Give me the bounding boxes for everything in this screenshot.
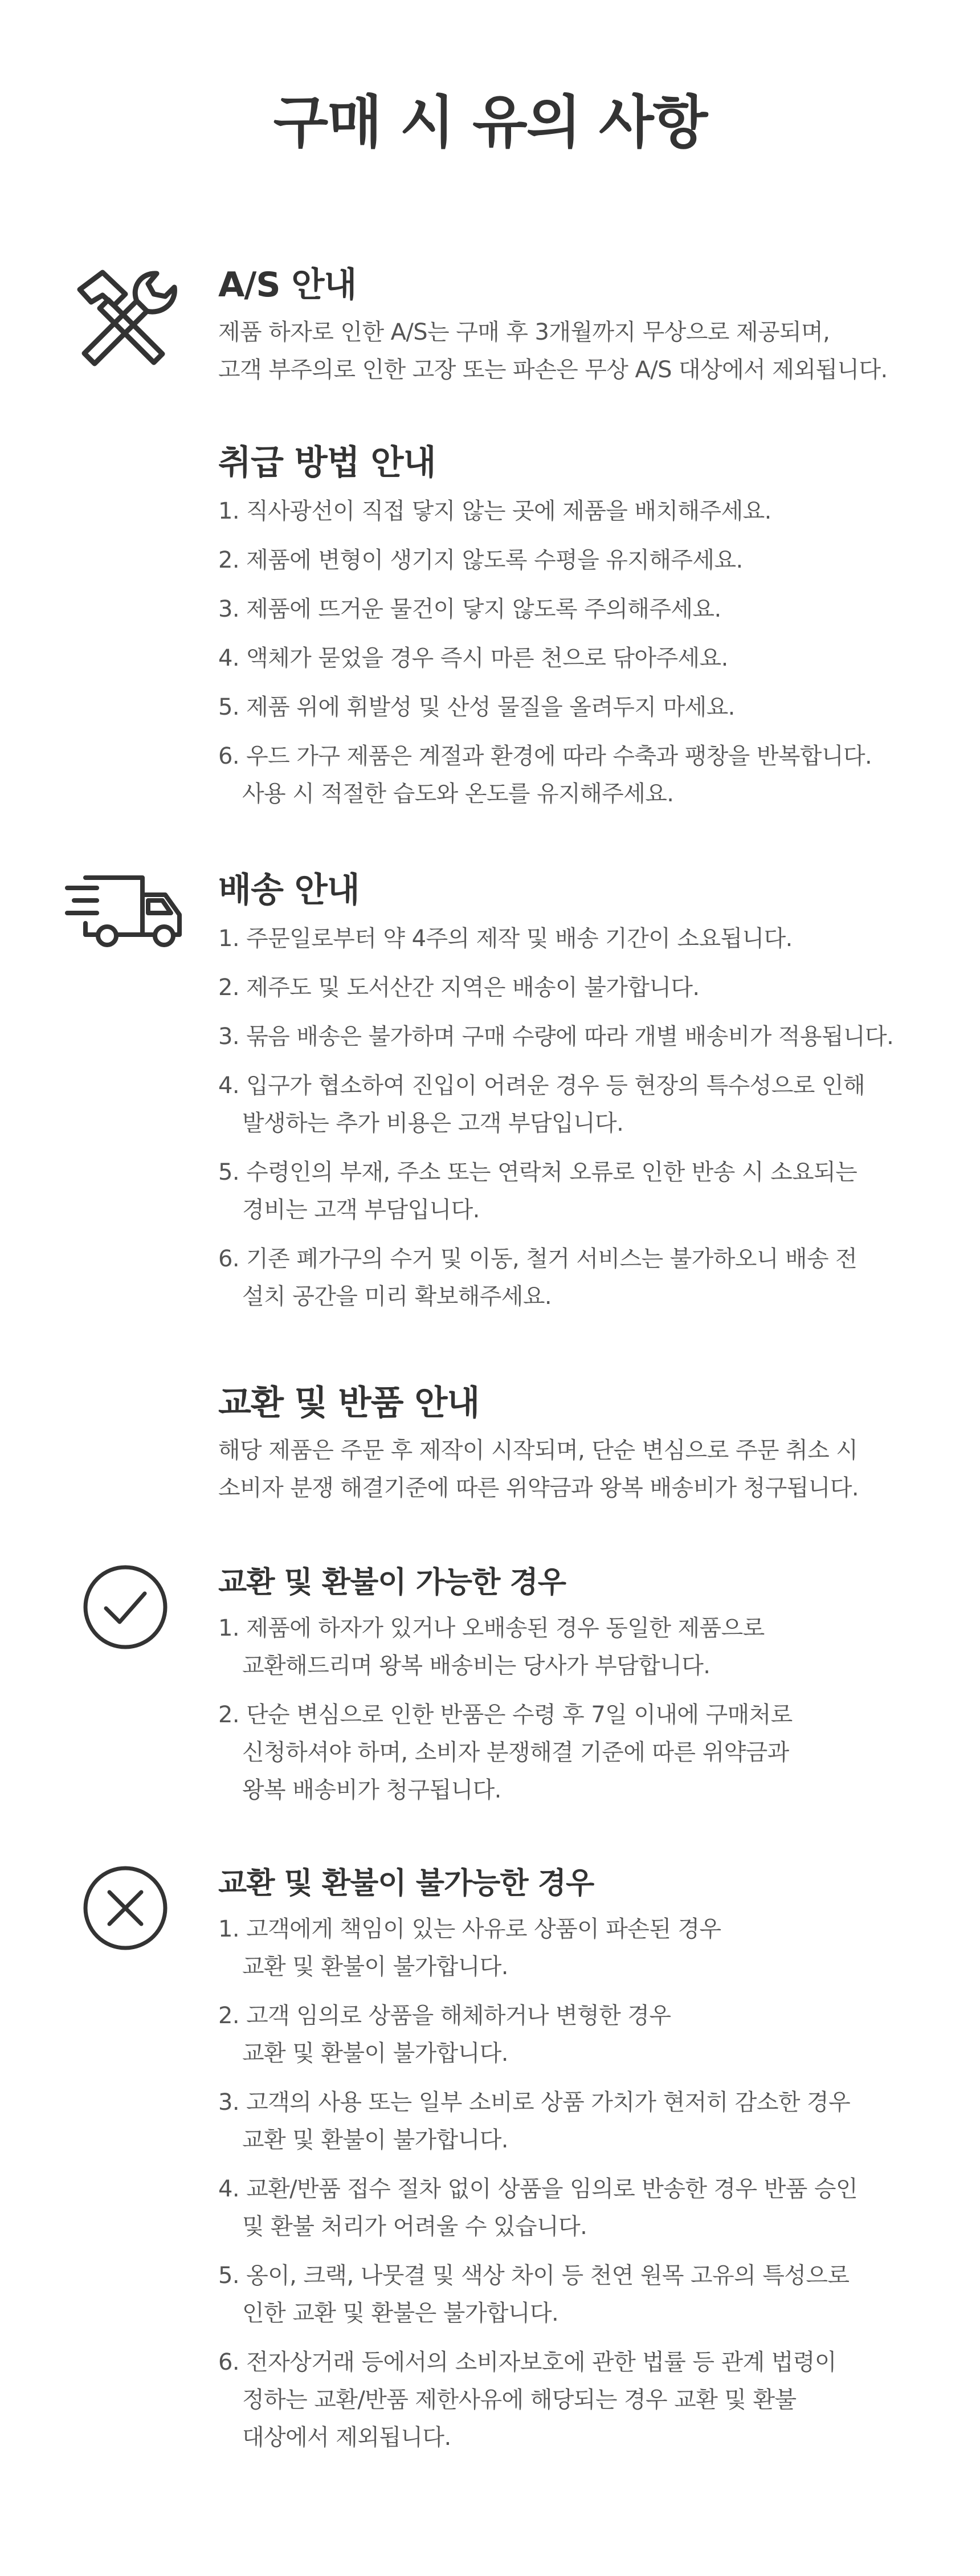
delivery-section [218, 866, 948, 1327]
list-item: 3. 고객의 사용 또는 일부 소비로 상품 가치가 현저히 감소한 경우 교환 및 환불이 불가합니다. [218, 2089, 851, 2153]
handling-list [218, 492, 948, 813]
page-title: 구매 시 유의 사항 [273, 89, 707, 156]
impossible-section [218, 1862, 948, 2468]
delivery-truck-icon [63, 872, 188, 952]
list-item: 5. 제품 위에 휘발성 및 산성 물질을 올려두지 마세요. [218, 694, 735, 720]
list-item: 6. 우드 가구 제품은 계절과 환경에 따라 수축과 팽창을 반복합니다. 사용 시 적절한 습도와 온도를 유지해주세요. [218, 743, 872, 807]
x-circle-icon [81, 1864, 170, 1953]
possible-heading: 교환 및 환불이 가능한 경우 [218, 1566, 566, 1600]
list-item: 6. 전자상거래 등에서의 소비자보호에 관한 법률 등 관계 법령이 정하는 교환/반품 제한사유에 해당되는 경우 교환 및 환불 대상에서 제외됩니다. [218, 2349, 836, 2451]
list-item: 5. 옹이, 크랙, 나뭇결 및 색상 차이 등 천연 원목 고유의 특성으로 인한 교환 및 환불은 불가합니다. [218, 2263, 850, 2326]
possible-section [218, 1562, 948, 1820]
as-heading: A/S 안내 [218, 265, 357, 305]
list-item: 4. 액체가 묻었을 경우 즉시 마른 천으로 닦아주세요. [218, 645, 728, 671]
list-item: 2. 제품에 변형이 생기지 않도록 수평을 유지해주세요. [218, 547, 743, 573]
delivery-list [218, 920, 948, 1315]
list-item: 2. 단순 변심으로 인한 반품은 수령 후 7일 이내에 구매처로 신청하셔야 하며, 소비자 분쟁해결 기준에 따른 위약금과 왕복 배송비가 청구됩니다. [218, 1702, 793, 1803]
possible-list [218, 1609, 948, 1809]
list-item: 1. 직사광선이 직접 닿지 않는 곳에 제품을 배치해주세요. [218, 498, 771, 524]
as-text: 제품 하자로 인한 A/S는 구매 후 3개월까지 무상으로 제공되며, 고객 부주의로 인한 고장 또는 파손은 무상 A/S 대상에서 제외됩니다. [218, 319, 888, 383]
tools-icon [68, 267, 182, 369]
list-item: 5. 수령인의 부재, 주소 또는 연락처 오류로 인한 반송 시 소요되는 경비는 고객 부담입니다. [218, 1159, 858, 1223]
list-item: 4. 교환/반품 접수 절차 없이 상품을 임의로 반송한 경우 반품 승인 및 환불 처리가 어려울 수 있습니다. [218, 2176, 858, 2240]
as-section [218, 261, 948, 389]
delivery-heading: 배송 안내 [218, 870, 360, 910]
list-item: 1. 고객에게 책임이 있는 사유로 상품이 파손된 경우 교환 및 환불이 불가합니다. [218, 1916, 721, 1980]
impossible-list [218, 1910, 948, 2456]
list-item: 3. 제품에 뜨거운 물건이 닿지 않도록 주의해주세요. [218, 596, 721, 622]
exchange-text: 해당 제품은 주문 후 제작이 시작되며, 단순 변심으로 주문 취소 시 소비자 분쟁 해결기준에 따른 위약금과 왕복 배송비가 청구됩니다. [218, 1437, 859, 1501]
check-circle-icon [81, 1563, 170, 1652]
list-item: 1. 제품에 하자가 있거나 오배송된 경우 동일한 제품으로 교환해드리며 왕복 배송비는 당사가 부담합니다. [218, 1615, 765, 1679]
exchange-section [218, 1379, 948, 1507]
handling-section [218, 439, 948, 824]
list-item: 4. 입구가 협소하여 진입이 어려운 경우 등 현장의 특수성으로 인해 발생하는 추가 비용은 고객 부담입니다. [218, 1073, 865, 1136]
list-item: 2. 제주도 및 도서산간 지역은 배송이 불가합니다. [218, 975, 700, 1001]
list-item: 1. 주문일로부터 약 4주의 제작 및 배송 기간이 소요됩니다. [218, 926, 793, 952]
list-item: 3. 묶음 배송은 불가하며 구매 수량에 따라 개별 배송비가 적용됩니다. [218, 1024, 894, 1050]
exchange-heading: 교환 및 반품 안내 [218, 1383, 480, 1423]
handling-heading: 취급 방법 안내 [218, 443, 436, 483]
list-item: 2. 고객 임의로 상품을 해체하거나 변형한 경우 교환 및 환불이 불가합니다. [218, 2003, 671, 2066]
impossible-heading: 교환 및 환불이 불가능한 경우 [218, 1866, 594, 1901]
list-item: 6. 기존 폐가구의 수거 및 이동, 철거 서비스는 불가하오니 배송 전 설치 공간을 미리 확보해주세요. [218, 1246, 858, 1310]
